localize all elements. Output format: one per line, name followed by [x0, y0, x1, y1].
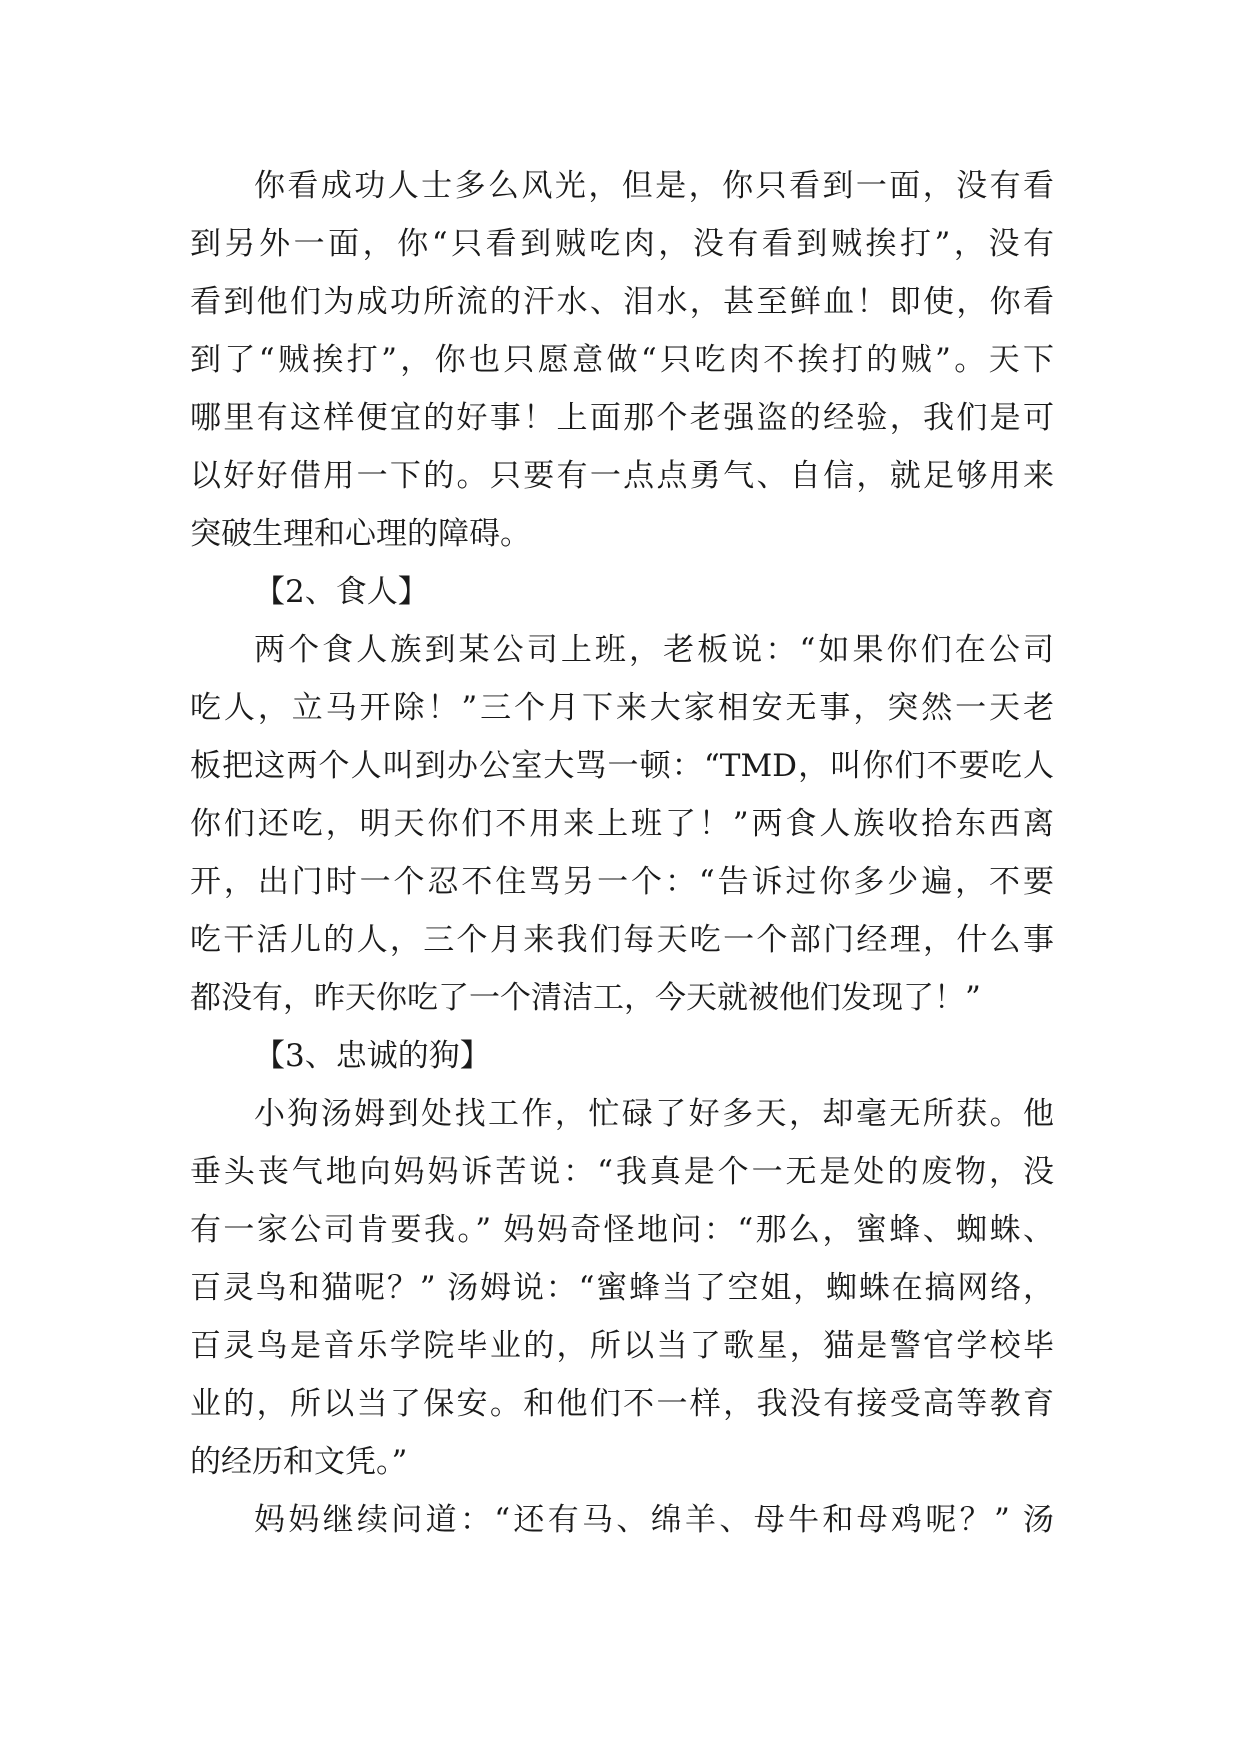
text-line: 到了“贼挨打”，你也只愿意做“只吃肉不挨打的贼”。天下: [190, 342, 1054, 378]
text-line: 百灵鸟是音乐学院毕业的，所以当了歌星，猫是警官学校毕: [190, 1328, 1054, 1364]
text-line: 两个食人族到某公司上班，老板说：“如果你们在公司: [254, 632, 1054, 668]
text-line: 吃干活儿的人，三个月来我们每天吃一个部门经理，什么事: [190, 922, 1054, 958]
text-line: 的经历和文凭。”: [190, 1444, 408, 1480]
paragraph-2: [190, 621, 1054, 1027]
text-line: 你们还吃，明天你们不用来上班了！”两食人族收拾东西离: [190, 806, 1054, 842]
text-line: 你看成功人士多么风光，但是，你只看到一面，没有看: [254, 168, 1054, 204]
text-line: 都没有，昨天你吃了一个清洁工，今天就被他们发现了！”: [190, 980, 981, 1016]
text-line: 看到他们为成功所流的汗水、泪水，甚至鲜血！即使，你看: [190, 284, 1054, 320]
paragraph-4: [190, 1491, 1054, 1549]
section-heading-3: 【3、忠诚的狗】: [254, 1038, 491, 1074]
text-line: 小狗汤姆到处找工作，忙碌了好多天，却毫无所获。他: [254, 1096, 1054, 1132]
text-line: 以好好借用一下的。只要有一点点勇气、自信，就足够用来: [190, 458, 1054, 494]
text-line: 到另外一面，你“只看到贼吃肉，没有看到贼挨打”，没有: [190, 226, 1054, 262]
text-line: 百灵鸟和猫呢？” 汤姆说：“蜜蜂当了空姐，蜘蛛在搞网络，: [190, 1270, 1054, 1306]
document-body: [190, 157, 1054, 1549]
text-line: 垂头丧气地向妈妈诉苦说：“我真是个一无是处的废物，没: [190, 1154, 1054, 1190]
section-heading-2: 【2、食人】: [254, 574, 429, 610]
text-line: 妈妈继续问道：“还有马、绵羊、母牛和母鸡呢？” 汤: [254, 1502, 1054, 1538]
paragraph-1: [190, 157, 1054, 563]
text-line: 哪里有这样便宜的好事！上面那个老强盗的经验，我们是可: [190, 400, 1054, 436]
text-line: 吃人，立马开除！”三个月下来大家相安无事，突然一天老: [190, 690, 1054, 726]
text-line: 开，出门时一个忍不住骂另一个：“告诉过你多少遍，不要: [190, 864, 1054, 900]
text-line: 突破生理和心理的障碍。: [190, 516, 531, 552]
text-line: 板把这两个人叫到办公室大骂一顿：“TMD，叫你们不要吃人: [190, 748, 1054, 784]
text-line: 有一家公司肯要我。” 妈妈奇怪地问：“那么，蜜蜂、蜘蛛、: [190, 1212, 1054, 1248]
paragraph-3: [190, 1085, 1054, 1491]
text-line: 业的，所以当了保安。和他们不一样，我没有接受高等教育: [190, 1386, 1054, 1422]
